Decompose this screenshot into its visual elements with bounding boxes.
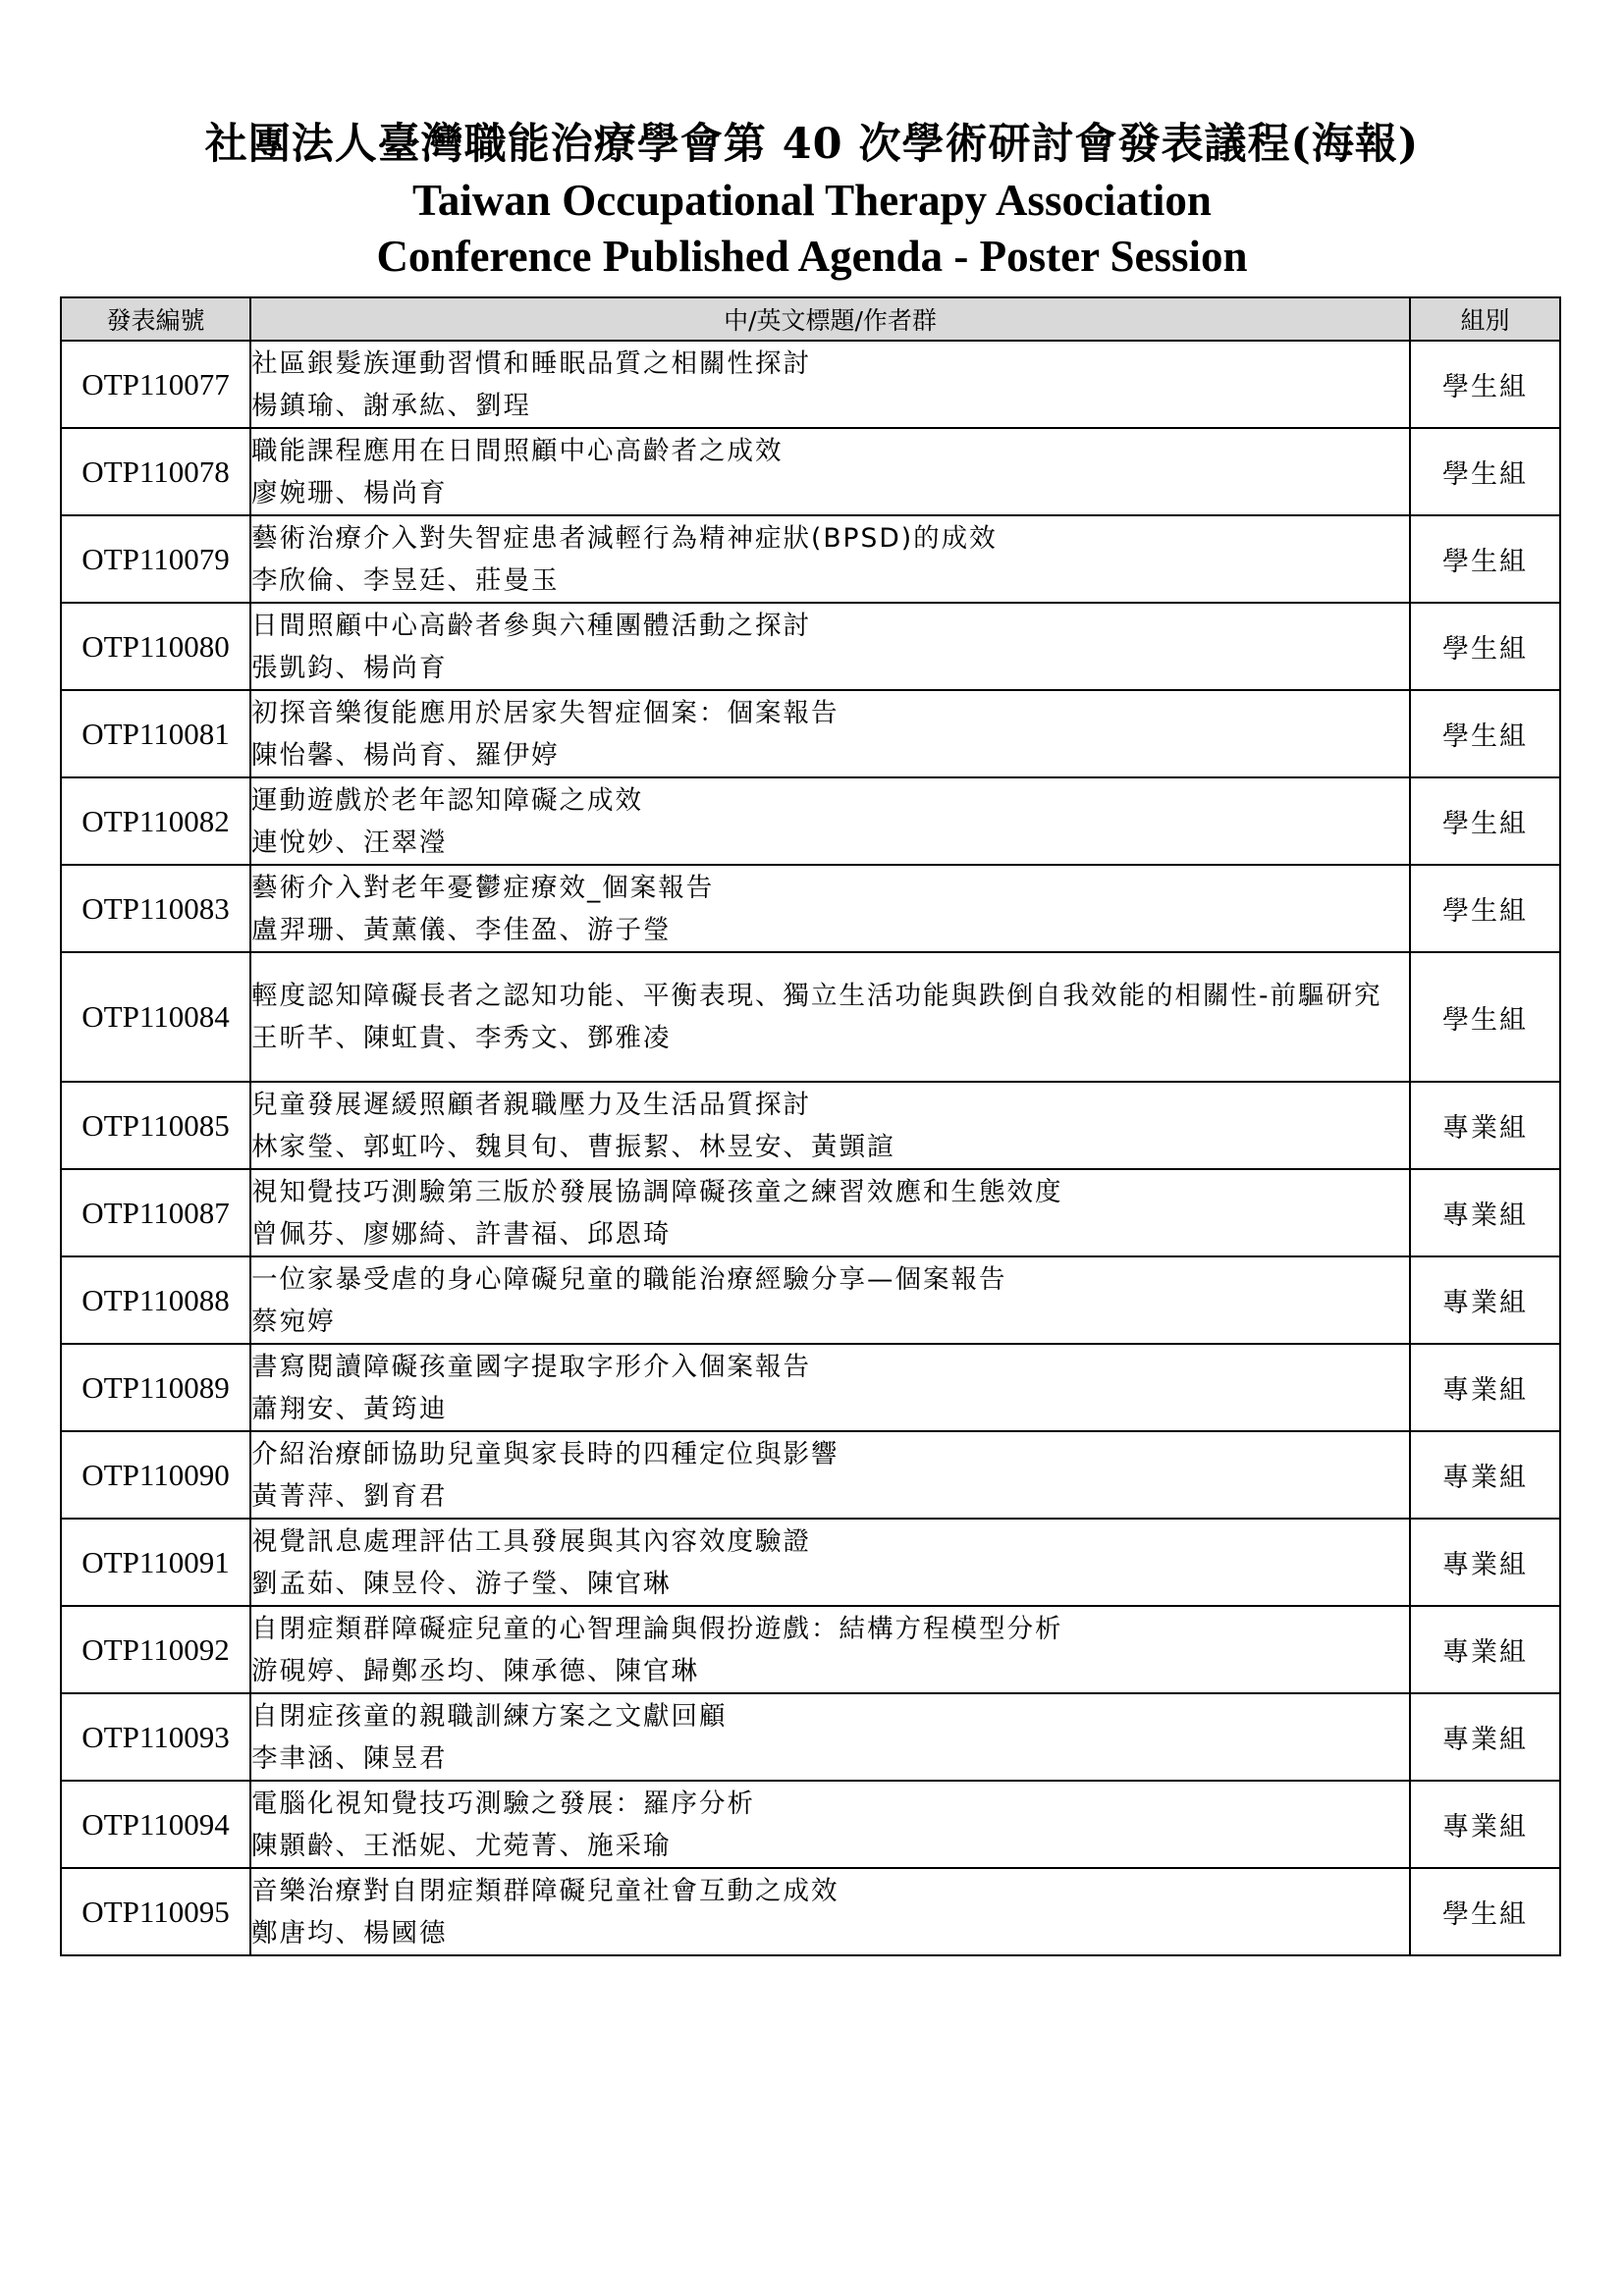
group-label: 學生組 xyxy=(1410,1868,1560,1955)
paper-title: 日間照顧中心高齡者參與六種團體活動之探討 xyxy=(251,610,811,641)
title-authors-cell xyxy=(250,1169,1410,1256)
group-label: 專業組 xyxy=(1410,1519,1560,1606)
group-label: 專業組 xyxy=(1410,1082,1560,1169)
presentation-id: OTP110090 xyxy=(61,1431,250,1519)
group-label: 專業組 xyxy=(1410,1256,1560,1344)
paper-title: 運動遊戲於老年認知障礙之成效 xyxy=(251,784,643,816)
title-authors-cell xyxy=(250,1256,1410,1344)
paper-authors: 王昕芊、陳虹貴、李秀文、鄧雅凌 xyxy=(251,1023,672,1053)
table-row xyxy=(61,341,1560,428)
paper-authors: 楊鎮瑜、謝承紘、劉珵 xyxy=(251,390,531,421)
title-authors-cell xyxy=(250,1606,1410,1693)
title-authors-cell xyxy=(250,603,1410,690)
group-label: 專業組 xyxy=(1410,1344,1560,1431)
table-row xyxy=(61,865,1560,952)
paper-title: 音樂治療對自閉症類群障礙兒童社會互動之成效 xyxy=(251,1875,839,1906)
table-row xyxy=(61,1781,1560,1868)
title-authors-cell xyxy=(250,341,1410,428)
paper-title: 視覺訊息處理評估工具發展與其內容效度驗證 xyxy=(251,1525,811,1557)
paper-authors: 張凱鈞、楊尚育 xyxy=(251,652,448,683)
column-header-id: 發表編號 xyxy=(61,297,250,341)
paper-title: 自閉症孩童的親職訓練方案之文獻回顧 xyxy=(251,1700,728,1732)
table-row xyxy=(61,428,1560,515)
table-row xyxy=(61,690,1560,777)
title-authors-cell xyxy=(250,865,1410,952)
column-header-group: 組別 xyxy=(1410,297,1560,341)
presentation-id: OTP110082 xyxy=(61,777,250,865)
presentation-id: OTP110084 xyxy=(61,952,250,1082)
paper-title: 電腦化視知覺技巧測驗之發展：羅序分析 xyxy=(251,1788,755,1819)
paper-authors: 蕭翔安、黃筠迪 xyxy=(251,1393,448,1424)
presentation-id: OTP110087 xyxy=(61,1169,250,1256)
title-authors-cell xyxy=(250,515,1410,603)
paper-authors: 蔡宛婷 xyxy=(251,1306,336,1337)
paper-authors: 游硯婷、歸鄭丞均、陳承德、陳官琳 xyxy=(251,1655,699,1686)
group-label: 學生組 xyxy=(1410,603,1560,690)
presentation-id: OTP110091 xyxy=(61,1519,250,1606)
page-title-english-line-1: Taiwan Occupational Therapy Association xyxy=(412,176,1212,225)
presentation-id: OTP110079 xyxy=(61,515,250,603)
paper-title: 兒童發展遲緩照顧者親職壓力及生活品質探討 xyxy=(251,1089,811,1120)
paper-authors: 連悅妙、汪翠瀅 xyxy=(251,827,448,858)
table-row xyxy=(61,777,1560,865)
presentation-id: OTP110093 xyxy=(61,1693,250,1781)
table-row xyxy=(61,1693,1560,1781)
presentation-id: OTP110083 xyxy=(61,865,250,952)
group-label: 學生組 xyxy=(1410,865,1560,952)
group-label: 專業組 xyxy=(1410,1169,1560,1256)
table-row xyxy=(61,1519,1560,1606)
presentation-id: OTP110077 xyxy=(61,341,250,428)
column-header-title: 中/英文標題/作者群 xyxy=(250,297,1410,341)
group-label: 專業組 xyxy=(1410,1693,1560,1781)
presentation-id: OTP110085 xyxy=(61,1082,250,1169)
title-authors-cell xyxy=(250,952,1410,1082)
page-title-english-line-2: Conference Published Agenda - Poster Session xyxy=(376,232,1248,281)
title-authors-cell xyxy=(250,1693,1410,1781)
presentation-id: OTP110092 xyxy=(61,1606,250,1693)
title-authors-cell xyxy=(250,1781,1410,1868)
table-row xyxy=(61,1431,1560,1519)
table-header-row xyxy=(61,297,1560,341)
title-authors-cell xyxy=(250,1868,1410,1955)
paper-authors: 陳顥齡、王湉妮、尤菀菁、施采瑜 xyxy=(251,1830,672,1861)
table-row xyxy=(61,515,1560,603)
presentation-id: OTP110081 xyxy=(61,690,250,777)
group-label: 學生組 xyxy=(1410,777,1560,865)
paper-authors: 李欣倫、李昱廷、莊曼玉 xyxy=(251,564,560,596)
table-row xyxy=(61,1868,1560,1955)
group-label: 專業組 xyxy=(1410,1431,1560,1519)
paper-authors: 曾佩芬、廖娜綺、許書福、邱恩琦 xyxy=(251,1218,672,1250)
title-authors-cell xyxy=(250,690,1410,777)
group-label: 專業組 xyxy=(1410,1606,1560,1693)
group-label: 學生組 xyxy=(1410,690,1560,777)
paper-authors: 劉孟茹、陳昱伶、游子瑩、陳官琳 xyxy=(251,1568,672,1599)
paper-title: 一位家暴受虐的身心障礙兒童的職能治療經驗分享—個案報告 xyxy=(251,1263,1007,1295)
table-row xyxy=(61,1082,1560,1169)
paper-authors: 黃菁萍、劉育君 xyxy=(251,1480,448,1512)
poster-agenda-table xyxy=(60,296,1561,1956)
table-row xyxy=(61,1606,1560,1693)
title-authors-cell xyxy=(250,1519,1410,1606)
group-label: 學生組 xyxy=(1410,341,1560,428)
group-label: 學生組 xyxy=(1410,952,1560,1082)
paper-title: 自閉症類群障礙症兒童的心智理論與假扮遊戲：結構方程模型分析 xyxy=(251,1613,1063,1644)
presentation-id: OTP110080 xyxy=(61,603,250,690)
page-title-chinese: 社團法人臺灣職能治療學會第 40 次學術研討會發表議程(海報) xyxy=(204,120,1420,169)
paper-title: 初探音樂復能應用於居家失智症個案：個案報告 xyxy=(251,697,839,728)
presentation-id: OTP110095 xyxy=(61,1868,250,1955)
title-authors-cell xyxy=(250,1082,1410,1169)
table-row xyxy=(61,1256,1560,1344)
paper-title: 藝術介入對老年憂鬱症療效_個案報告 xyxy=(251,872,715,903)
table-row xyxy=(61,1344,1560,1431)
table-row xyxy=(61,603,1560,690)
paper-title: 視知覺技巧測驗第三版於發展協調障礙孩童之練習效應和生態效度 xyxy=(251,1176,1063,1207)
table-row xyxy=(61,952,1560,1082)
paper-authors: 李聿涵、陳昱君 xyxy=(251,1742,448,1774)
paper-title: 職能課程應用在日間照顧中心高齡者之成效 xyxy=(251,435,784,466)
title-authors-cell xyxy=(250,777,1410,865)
group-label: 學生組 xyxy=(1410,428,1560,515)
paper-authors: 陳怡馨、楊尚育、羅伊婷 xyxy=(251,739,560,771)
group-label: 專業組 xyxy=(1410,1781,1560,1868)
paper-title: 輕度認知障礙長者之認知功能、平衡表現、獨立生活功能與跌倒自我效能的相關性-前驅研究 xyxy=(251,981,1382,1011)
paper-title: 介紹治療師協助兒童與家長時的四種定位與影響 xyxy=(251,1438,839,1469)
paper-title: 社區銀髮族運動習慣和睡眠品質之相關性探討 xyxy=(251,347,811,379)
presentation-id: OTP110094 xyxy=(61,1781,250,1868)
title-authors-cell xyxy=(250,428,1410,515)
paper-authors: 鄭唐均、楊國德 xyxy=(251,1917,448,1949)
presentation-id: OTP110078 xyxy=(61,428,250,515)
paper-authors: 廖婉珊、楊尚育 xyxy=(251,477,448,508)
paper-authors: 盧羿珊、黃薰儀、李佳盈、游子瑩 xyxy=(251,914,672,945)
page-header xyxy=(0,116,1624,285)
title-authors-cell xyxy=(250,1344,1410,1431)
paper-authors: 林家瑩、郭虹吟、魏貝旬、曹振絜、林昱安、黃顗諠 xyxy=(251,1131,895,1162)
presentation-id: OTP110089 xyxy=(61,1344,250,1431)
title-authors-cell xyxy=(250,1431,1410,1519)
group-label: 學生組 xyxy=(1410,515,1560,603)
paper-title: 書寫閱讀障礙孩童國字提取字形介入個案報告 xyxy=(251,1351,811,1382)
table-row xyxy=(61,1169,1560,1256)
presentation-id: OTP110088 xyxy=(61,1256,250,1344)
paper-title: 藝術治療介入對失智症患者減輕行為精神症狀(BPSD)的成效 xyxy=(251,522,998,554)
